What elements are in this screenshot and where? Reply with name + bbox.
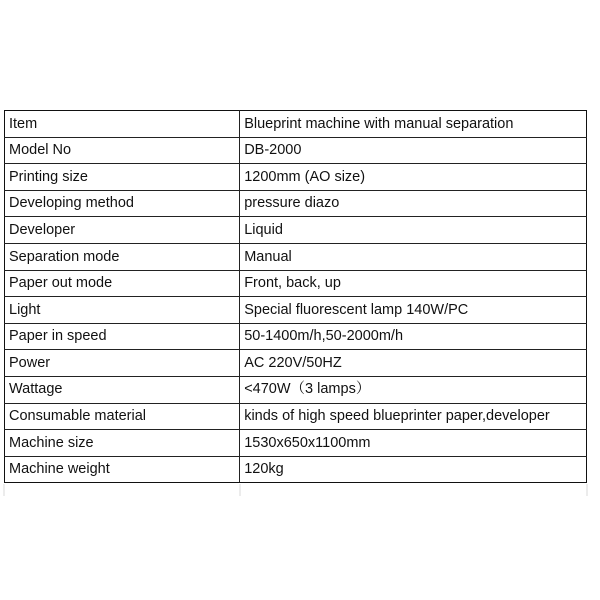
row-value: AC 220V/50HZ [240, 350, 587, 377]
row-value: 120kg [240, 456, 587, 483]
row-value: 50-1400m/h,50-2000m/h [240, 323, 587, 350]
row-label: Machine size [5, 430, 240, 457]
row-value: 1200mm (AO size) [240, 164, 587, 191]
row-label: Developing method [5, 190, 240, 217]
row-label: Separation mode [5, 243, 240, 270]
table-row [5, 243, 587, 270]
table-row [5, 323, 587, 350]
row-value: Special fluorescent lamp 140W/PC [240, 297, 587, 324]
table-row [5, 350, 587, 377]
row-label: Light [5, 297, 240, 324]
table-row [5, 217, 587, 244]
row-label: Paper in speed [5, 323, 240, 350]
row-value: DB-2000 [240, 137, 587, 164]
row-label: Printing size [5, 164, 240, 191]
row-value: 1530x650x1100mm [240, 430, 587, 457]
row-label: Model No [5, 137, 240, 164]
table-row [5, 164, 587, 191]
table-row [5, 111, 587, 138]
table-row [5, 403, 587, 430]
row-label: Item [5, 111, 240, 138]
table-row [5, 430, 587, 457]
row-value: Front, back, up [240, 270, 587, 297]
table-row [5, 297, 587, 324]
table-row [5, 456, 587, 483]
row-label: Machine weight [5, 456, 240, 483]
table-row [5, 376, 587, 403]
table-row [5, 137, 587, 164]
row-value: <470W（3 lamps） [240, 376, 587, 403]
row-label: Consumable material [5, 403, 240, 430]
table-row [5, 190, 587, 217]
specification-table [4, 110, 587, 483]
row-value: Liquid [240, 217, 587, 244]
row-label: Power [5, 350, 240, 377]
row-label: Developer [5, 217, 240, 244]
row-label: Paper out mode [5, 270, 240, 297]
row-value: pressure diazo [240, 190, 587, 217]
row-value: Blueprint machine with manual separation [240, 111, 587, 138]
table-row [5, 270, 587, 297]
row-label: Wattage [5, 376, 240, 403]
row-value: kinds of high speed blueprinter paper,developer [240, 403, 587, 430]
row-value: Manual [240, 243, 587, 270]
